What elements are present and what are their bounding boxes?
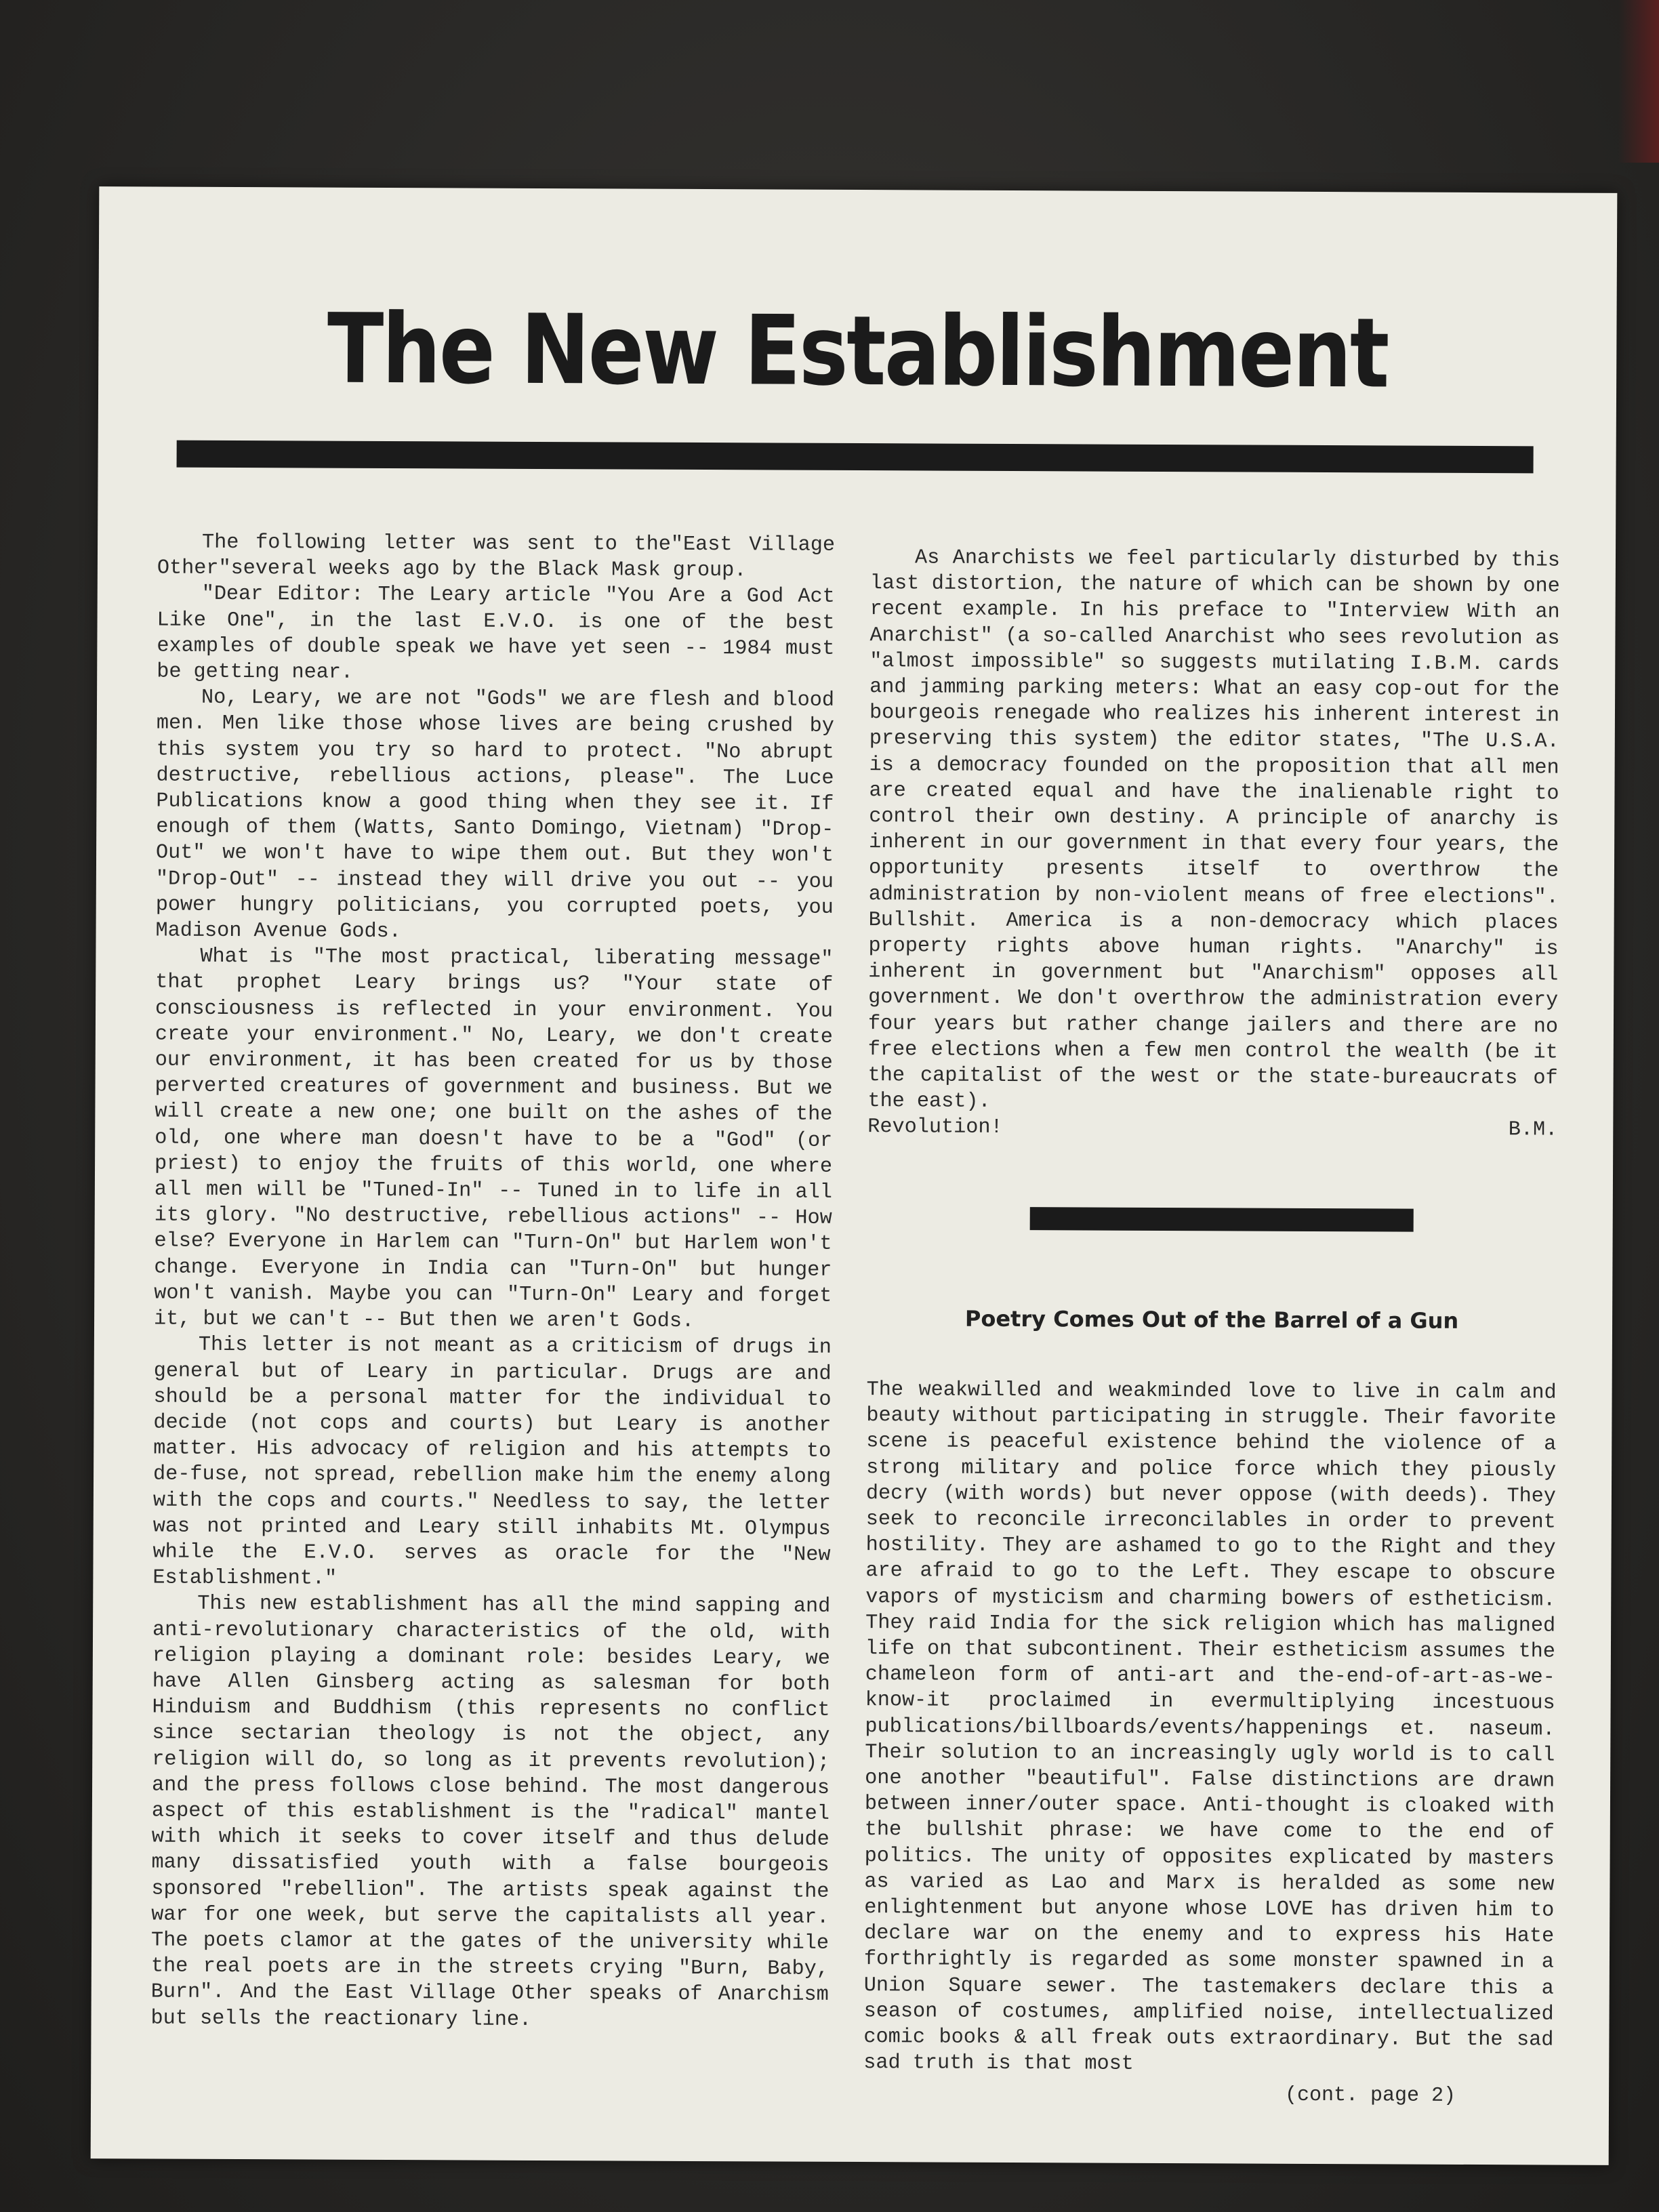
continuation-note: (cont. page 2): [1284, 2083, 1456, 2108]
left-paragraph-5: This letter is not meant as a criticism of drugs in general but of Leary in particular. Drugs are and should be a personal matter for the individual to decide (not cops and courts) but Leary is another matter. His advocacy of religion and his attempts to de-fuse, not spread, rebellion make him the enemy along with the cops and courts." Needless to say, the letter was not printed and Leary still inhabits Mt. Olympus while the E.V.O. serves as oracle for the "New Establishment.": [152, 1334, 832, 1591]
left-paragraph-2: "Dear Editor: The Leary article "You Are a God Act Like One", in the last E.V.O. is one of the best examples of double speak we have yet seen -- 1984 must be getting near.: [157, 583, 835, 684]
page-title: The New Establishment: [327, 293, 1389, 410]
closing-word: Revolution!: [867, 1115, 1003, 1140]
left-paragraph-4: What is "The most practical, liberating message" that prophet Leary brings us? "Your state of consciousness is reflected in your environment. You create your environment." No, Leary, we don't create our environment, it has been created for us by those perverted creatures of government and business. But we will create a new one; one built on the ashes of the old, one where man doesn't have to be a "God" (or priest) to enjoy the fruits of this world, one where all men will be "Tuned-In" -- Tuned in to life in all its glory. "No destructive, rebellious actions" -- How else? Everyone in Harlem can "Turn-On" but Harlem won't change. Everyone in India can "Turn-On" but hunger won't vanish. Maybe you can "Turn-On" Leary and forget it, but we can't -- But then we aren't Gods.: [153, 945, 834, 1334]
left-column: [150, 530, 835, 2034]
poetry-paragraph: The weakwilled and weakminded love to live in calm and beauty without participating in struggle. Their favorite scene is peaceful existence behind the violence of a strong military and police force which they piously decry (with words) but never oppose (with deeds). They seek to reconcile irreconcilables in order to prevent hostility. They are ashamed to go to the Right and they are afraid to go to the Left. They escape to obscure vapors of mysticism and charming bowers of estheticism. They raid India for the sick religion which has maligned life on that subcontinent. Their estheticism assumes the chameleon form of anti-art and the-end-of-art-as-we-know-it proclaimed in evermultiplying incestuous publications/billboards/events/happenings et. naseum. Their solution to an increasingly ugly world is to call one another "beautiful". False distinctions are drawn between inner/outer space. Anti-thought is cloaked with the bullshit phrase: we have come to the end of politics. The unity of opposites explicated by masters as varied as Lao and Marx is heralded as some new enlightenment but anyone whose LOVE has driven him to declare war on the enemy and to express his Hate forthrightly is regarded as some monster spawned in a Union Square sewer. The tastemakers declare this a season of costumes, amplified noise, intellectualized comic books & all freak outs extraordinary. But the sad sad truth is that most: [863, 1378, 1557, 2076]
left-paragraph-3: No, Leary, we are not "Gods" we are flesh and blood men. Men like those whose lives are being crushed by this system you try so hard to protect. "No abrupt destructive, rebellious actions, please". The Luce Publications know a good thing when they see it. If enough of them (Watts, Santo Domingo, Vietnam) "Drop-Out" we won't have to wipe them out. But they won't "Drop-Out" -- instead they will drive you out -- you power hungry politicians, you corrupted poets, you Madison Avenue Gods.: [155, 687, 835, 944]
left-paragraph-1: The following letter was sent to the"East Village Other"several weeks ago by the Black Mask group.: [157, 531, 836, 583]
closing-line: [867, 1115, 1557, 1144]
newsletter-page: [91, 186, 1618, 2165]
title-divider: [177, 441, 1534, 474]
right-column-top: [867, 545, 1560, 1143]
left-paragraph-6: This new establishment has all the mind sapping and anti-revolutionary characteristics of the old, with religion playing a dominant role: besides Leary, we have Allen Ginsberg acting as salesman for both Hinduism and Buddhism (this represents no conflict since sectarian theology is not the object, any religion will do, so long as it prevents revolution); and the press follows close behind. The most dangerous aspect of this establishment is the "radical" mantel with which it seeks to cover itself and thus delude many dissatisfied youth with a false bourgeois sponsored "rebellion". The artists speak against the war for one week, but serve the capitalists all year. The poets clamor at the gates of the university while the real poets are in the streets crying "Burn, Baby, Burn". And the East Village Other speaks of Anarchism but sells the reactionary line.: [150, 1593, 831, 2032]
section-heading: Poetry Comes Out of the Barrel of a Gun: [964, 1305, 1459, 1334]
section-divider: [1030, 1207, 1414, 1231]
signature: B.M.: [1508, 1118, 1558, 1142]
right-column-bottom: [863, 1377, 1556, 2079]
anarchists-paragraph: As Anarchists we feel particularly disturbed by this last distortion, the nature of which can be shown by one recent example. In his preface to "Interview With an Anarchist" (a so-called Anarchist who sees revolution as "almost impossible" so suggests mutilating I.B.M. cards and jamming parking meters: What an easy cop-out for the bourgeois renegade who realizes his inherent interest in preserving this system) the editor states, "The U.S.A. is a democracy founded on the proposition that all men are created equal and have the inalienable right to control their own destiny. A principle of anarchy is inherent in our government in that every four years, the opportunity presents itself to overthrow the administration by non-violent means of free elections". Bullshit. America is a non-democracy which places property rights above human rights. "Anarchy" is inherent in government but "Anarchism" opposes all government. We don't overthrow the administration every four years but rather change jailers and there are no free elections when a few men control the wealth (be it the capitalist of the west or the state-bureaucrats of the east).: [867, 546, 1561, 1114]
background-edge: [1618, 0, 1659, 163]
